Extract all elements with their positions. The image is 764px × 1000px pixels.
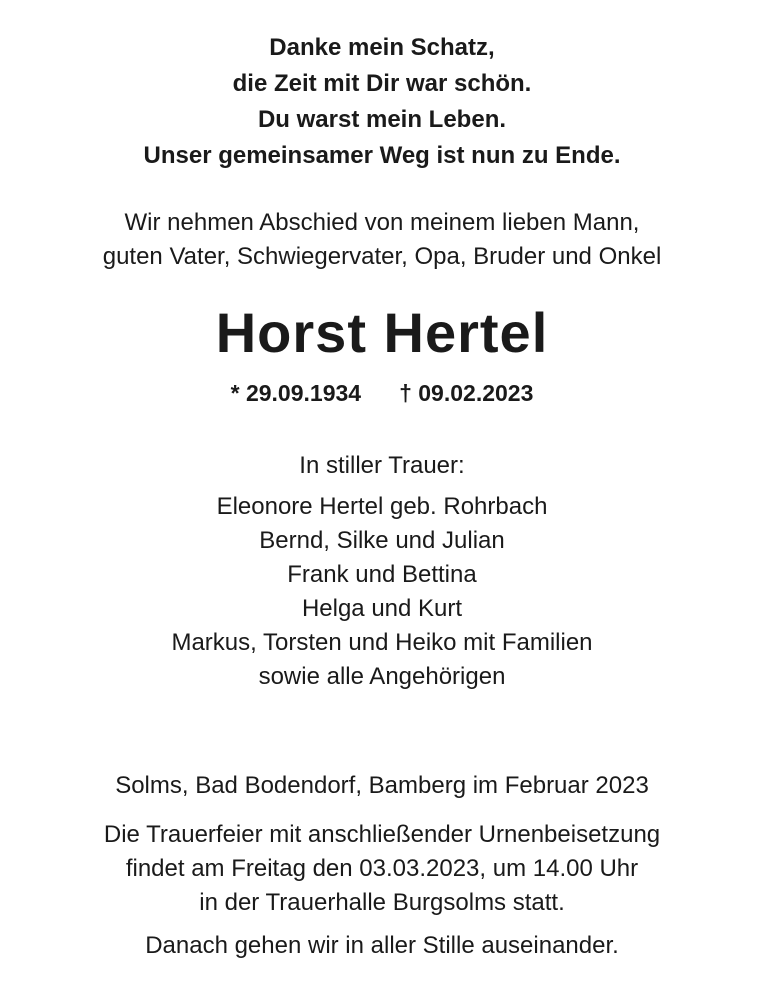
birth-symbol: *: [230, 380, 240, 406]
farewell-line: Danach gehen wir in aller Stille auseinander.: [145, 932, 619, 959]
mourners-list: [0, 490, 764, 694]
intro-line: Wir nehmen Abschied von meinem lieben Mann,: [124, 209, 640, 236]
opening-verse: [0, 30, 764, 174]
verse-line: die Zeit mit Dir war schön.: [232, 70, 532, 97]
mourner-line: sowie alle Angehörigen: [258, 663, 506, 690]
mourner-line: Eleonore Hertel geb. Rohrbach: [216, 493, 548, 520]
funeral-line: in der Trauerhalle Burgsolms statt.: [199, 889, 565, 916]
birth-date: 29.09.1934: [245, 380, 362, 406]
birth-date-group: [231, 378, 361, 408]
farewell-intro: [0, 206, 764, 274]
intro-line: guten Vater, Schwiegervater, Opa, Bruder und Onkel: [102, 243, 662, 270]
verse-line: Danke mein Schatz,: [269, 34, 495, 61]
mourner-line: Bernd, Silke und Julian: [259, 527, 505, 554]
life-dates: [0, 378, 764, 408]
death-date-group: [399, 378, 533, 408]
mourning-label: In stiller Trauer:: [299, 452, 465, 479]
funeral-details: [0, 818, 764, 920]
mourner-line: Markus, Torsten und Heiko mit Familien: [171, 629, 593, 656]
death-date: 09.02.2023: [418, 380, 534, 406]
funeral-line: findet am Freitag den 03.03.2023, um 14.00 Uhr: [125, 855, 639, 882]
funeral-line: Die Trauerfeier mit anschließender Urnenbeisetzung: [103, 821, 661, 848]
verse-line: Unser gemeinsamer Weg ist nun zu Ende.: [143, 142, 621, 169]
death-symbol: †: [399, 380, 412, 406]
places-date-line: Solms, Bad Bodendorf, Bamberg im Februar 2023: [115, 772, 649, 799]
verse-line: Du warst mein Leben.: [257, 106, 507, 133]
deceased-name: Horst Hertel: [215, 301, 549, 364]
mourner-line: Frank und Bettina: [287, 561, 477, 588]
mourner-line: Helga und Kurt: [301, 595, 463, 622]
